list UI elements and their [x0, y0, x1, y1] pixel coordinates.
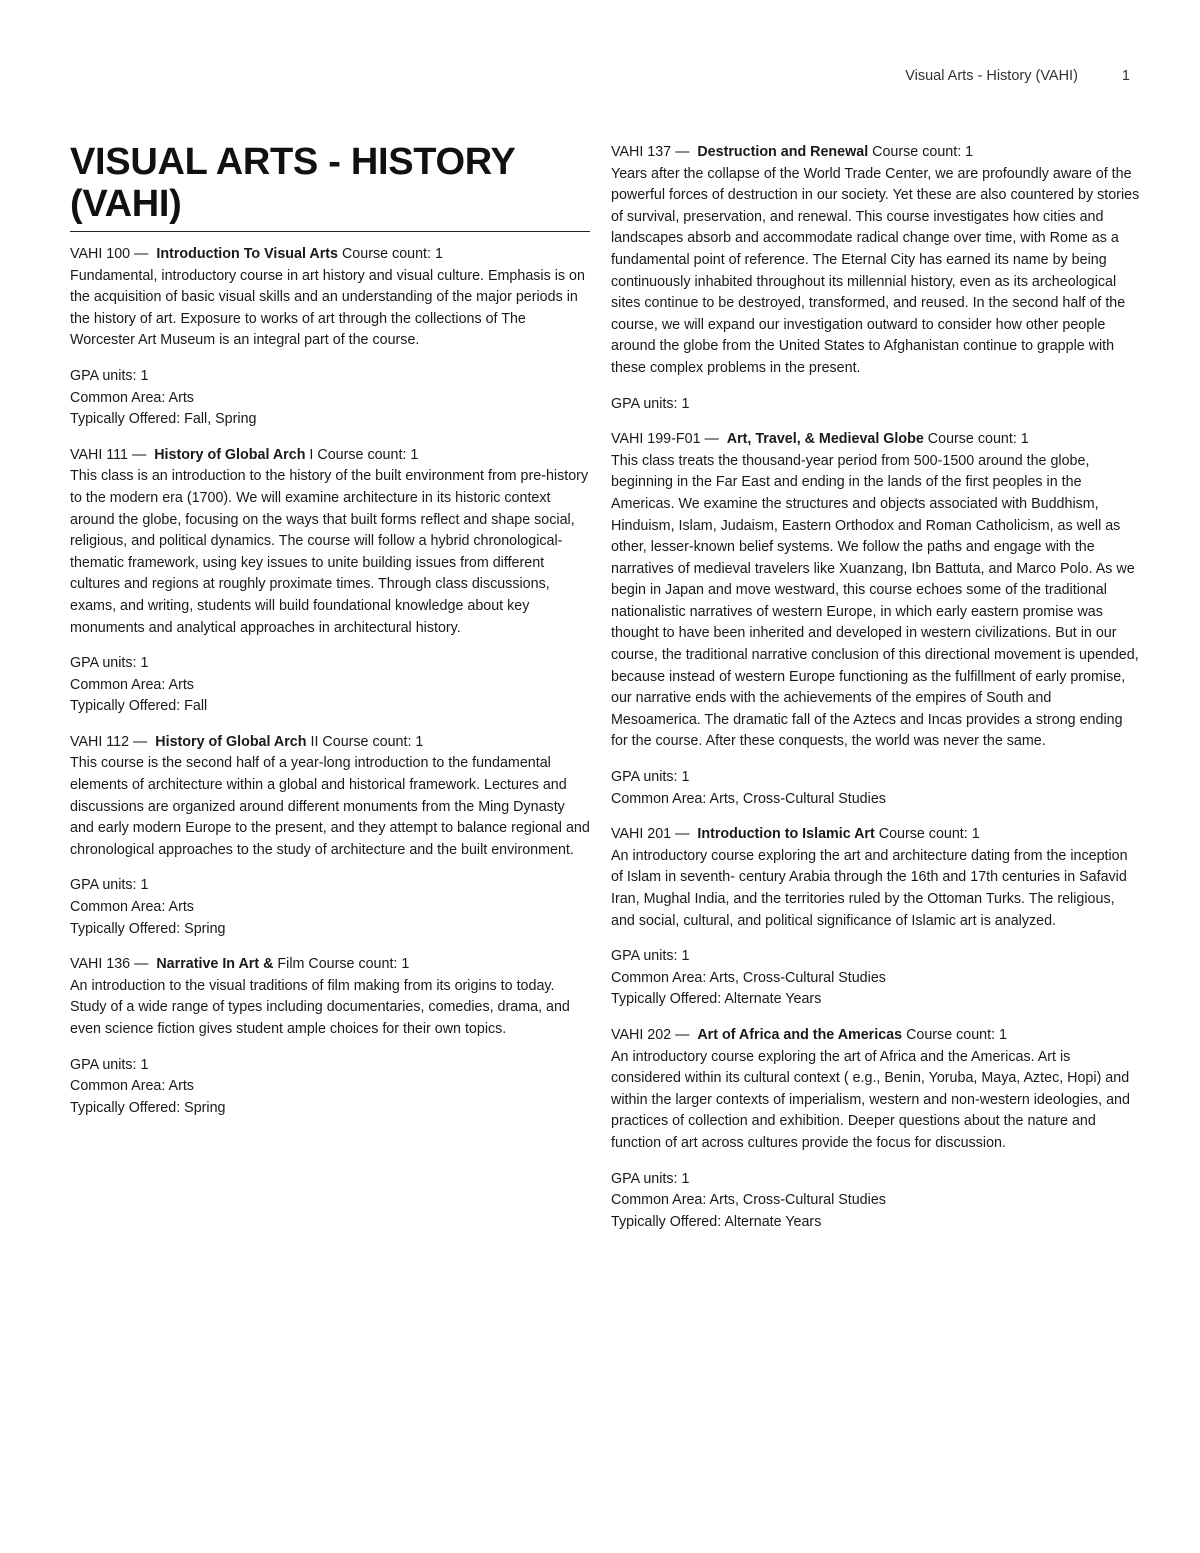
- typically-offered: Typically Offered: Alternate Years: [611, 1213, 822, 1230]
- gpa-units: GPA units: 1: [611, 1170, 690, 1187]
- course-entry: [70, 445, 590, 718]
- common-area: Common Area: Arts, Cross-Cultural Studies: [611, 1192, 886, 1209]
- common-area: Common Area: Arts: [70, 389, 194, 406]
- common-area: Common Area: Arts: [70, 676, 194, 693]
- course-meta: [611, 946, 1141, 1011]
- course-meta: [70, 366, 590, 431]
- course-count: Course count: 1: [872, 144, 974, 160]
- course-entry: [611, 1025, 1141, 1233]
- course-heading: [70, 244, 590, 266]
- right-column: [611, 142, 1141, 1247]
- running-header: [905, 68, 1130, 84]
- gpa-units: GPA units: 1: [611, 948, 690, 965]
- gpa-units: GPA units: 1: [611, 395, 690, 412]
- course-entry: [70, 732, 590, 940]
- course-heading: [611, 824, 1141, 846]
- typically-offered: Typically Offered: Fall: [70, 698, 208, 715]
- course-code: VAHI 112 —: [70, 733, 148, 750]
- course-description: An introductory course exploring the art and architecture dating from the inception of Islam in seventh- century Arabia through the 16th and 17th centuries in Safavid Iran, Mughal India, and the territories ruled by the Ottoman Turks. The religious, and social, cultural, and political significance of Islamic art is analyzed.: [611, 847, 1128, 929]
- course-count: Course count: 1: [341, 246, 443, 262]
- course-description: An introduction to the visual traditions of film making from its origins to today. Study of a wide range of types including documentaries, comedies, drama, and even science fiction gives student ample choices for their own topics.: [70, 977, 570, 1037]
- course-title: Introduction to Islamic Art: [697, 826, 875, 843]
- course-title: History of Global Arch: [155, 733, 307, 750]
- course-entry: [611, 429, 1141, 810]
- common-area: Common Area: Arts: [70, 1078, 194, 1095]
- course-count: Course count: 1: [878, 826, 980, 843]
- course-heading: [70, 954, 590, 976]
- course-description: This class is an introduction to the history of the built environment from pre-history to the modern era (1700). We will examine architecture in its historic context around the globe, focusing on the ways that built forms reflect and shape social, religious, and political dynamics. The course will follow a hybrid chronological-thematic framework, using key issues to unite building issues from different cultures and regions at roughly proximate times. Through class discussions, exams, and writing, students will build foundational knowledge about key monuments and analytical approaches in architectural history.: [70, 468, 589, 636]
- course-description: Years after the collapse of the World Trade Center, we are profoundly aware of the powerful forces of destruction in our society. Yet these are also countered by stories of survival, preservation, and renewal. This course investigates how cities and landscapes absorb and accommodate radical change over time, with Rome as a fundamental point of reference. The Eternal City has earned its name by being continuously inhabited throughout its millennial history, even as its archeological sites continue to be destroyed, transformed, and reused. In the second half of the course, we will expand our investigation outward to consider how other people around the globe from the United States to Afghanistan continue to grapple with these complex problems in the present.: [611, 165, 1140, 376]
- course-title-suffix: I: [309, 446, 314, 463]
- course-meta: [611, 1169, 1141, 1234]
- course-code: VAHI 111 —: [70, 446, 147, 463]
- typically-offered: Typically Offered: Spring: [70, 920, 226, 937]
- course-heading: [611, 429, 1141, 451]
- course-title: Introduction To Visual Arts: [156, 246, 338, 262]
- course-entry: [70, 954, 590, 1119]
- typically-offered: Typically Offered: Fall, Spring: [70, 411, 257, 428]
- course-title: History of Global Arch: [154, 446, 306, 463]
- course-title: Art, Travel, & Medieval Globe: [726, 431, 924, 448]
- course-title: Destruction and Renewal: [697, 144, 869, 160]
- gpa-units: GPA units: 1: [611, 769, 690, 786]
- course-meta: [70, 653, 590, 718]
- gpa-units: GPA units: 1: [70, 367, 149, 384]
- course-heading: [611, 142, 1141, 164]
- course-count: Course count: 1: [317, 446, 419, 463]
- course-count: Course count: 1: [927, 431, 1029, 448]
- gpa-units: GPA units: 1: [70, 1056, 149, 1073]
- course-title-suffix: II: [310, 733, 319, 750]
- course-entry: [70, 244, 590, 431]
- common-area: Common Area: Arts, Cross-Cultural Studies: [611, 790, 886, 807]
- course-title-suffix: Film: [277, 956, 305, 973]
- course-count: Course count: 1: [308, 956, 410, 973]
- course-title: Narrative In Art &: [156, 956, 274, 973]
- gpa-units: GPA units: 1: [70, 877, 149, 894]
- course-meta: [70, 875, 590, 940]
- course-meta: [611, 767, 1141, 810]
- course-description: This course is the second half of a year-long introduction to the fundamental elements of architecture within a global and historical framework. Lectures and discussions are organized around different monuments from the Ming Dynasty and early modern Europe to the present, and they attempt to balance regional and chronological approaches to the study of architecture and the built environment.: [70, 755, 590, 858]
- course-heading: [70, 732, 590, 754]
- course-description: Fundamental, introductory course in art history and visual culture. Emphasis is on the acquisition of basic visual skills and an understanding of the major periods in the history of art. Exposure to works of art through the collections of The Worcester Art Museum is an integral part of the course.: [70, 267, 585, 349]
- course-meta: [70, 1055, 590, 1120]
- course-description: This class treats the thousand-year period from 500-1500 around the globe, beginning in the Far East and ending in the lands of the first peoples in the Americas. We examine the structures and objects associated with Buddhism, Hinduism, Islam, Judaism, Eastern Orthodox and Roman Catholicism, as well as other, lesser-known belief systems. We follow the paths and engage with the narratives of medieval travelers like Xuanzang, Ibn Battuta, and Marco Polo. As we begin in Japan and move westward, this course echoes some of the traditional nationalistic narratives of western Europe, in which early eastern promise was thought to have been inherited and developed in western civilizations. But in our course, the traditional narrative conclusion of this directional movement is upended, because instead of western Europe functioning as the fulfillment of early promise, our narrative ends with the achievements of the empires of South and Mesoamerica. The dramatic fall of the Aztecs and Incas provides a strong ending for the course. After these conquests, the world was never the same.: [611, 452, 1139, 750]
- course-title: Art of Africa and the Americas: [697, 1026, 903, 1043]
- course-code: VAHI 137 —: [611, 144, 690, 160]
- course-heading: [70, 445, 590, 467]
- course-code: VAHI 136 —: [70, 956, 149, 973]
- running-header-title: Visual Arts - History (VAHI): [905, 68, 1078, 84]
- course-code: VAHI 100 —: [70, 246, 149, 262]
- course-code: VAHI 199-F01 —: [611, 431, 719, 448]
- course-count: Course count: 1: [322, 733, 424, 750]
- course-code: VAHI 202 —: [611, 1026, 690, 1043]
- course-count: Course count: 1: [906, 1026, 1007, 1043]
- common-area: Common Area: Arts, Cross-Cultural Studies: [611, 969, 886, 986]
- left-column: [70, 141, 590, 1133]
- course-meta: [611, 394, 1141, 416]
- course-heading: [611, 1025, 1141, 1047]
- gpa-units: GPA units: 1: [70, 655, 149, 672]
- page-number: 1: [1121, 68, 1130, 84]
- typically-offered: Typically Offered: Spring: [70, 1099, 226, 1116]
- page-title: VISUAL ARTS - HISTORY (VAHI): [70, 141, 590, 232]
- course-entry: [611, 142, 1141, 415]
- typically-offered: Typically Offered: Alternate Years: [611, 991, 822, 1008]
- course-entry: [611, 824, 1141, 1011]
- common-area: Common Area: Arts: [70, 899, 194, 916]
- course-code: VAHI 201 —: [611, 826, 690, 843]
- course-description: An introductory course exploring the art of Africa and the Americas. Art is considered within its cultural context ( e.g., Benin, Yoruba, Maya, Aztec, Hopi) and within the larger contexts of imperialism, western and non-western ideologies, and practices of collection and exhibition. Deeper questions about the nature and function of art across cultures provide the focus for discussion.: [611, 1048, 1130, 1151]
